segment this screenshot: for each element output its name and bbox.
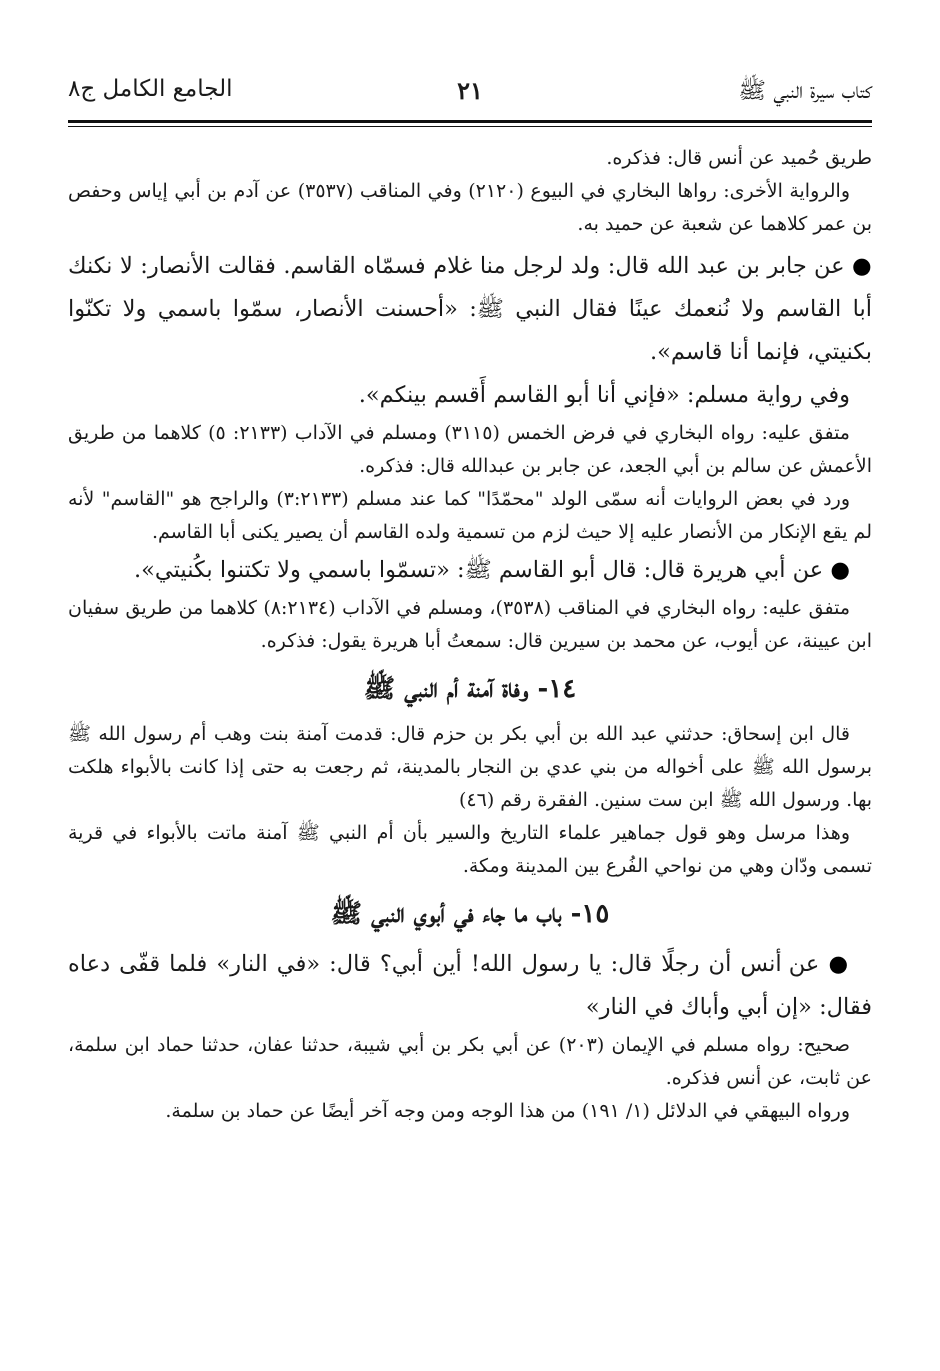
hadith-text bbox=[68, 549, 872, 592]
paragraph: طريق حُميد عن أنس قال: فذكره. bbox=[606, 147, 872, 169]
hadith-body: عن أبي هريرة قال: قال أبو القاسم ﷺ: «تسمّوا باسمي ولا تكتنوا بكُنيتي». bbox=[133, 557, 824, 583]
hadith-variant: وفي رواية مسلم: «فإني أنا أبو القاسم أَقسم بينكم». bbox=[358, 382, 850, 408]
paragraph: والرواية الأخرى: رواها البخاري في البيوع (٢١٢٠) وفي المناقب (٣٥٣٧) عن آدم بن أبي إياس وحفص بن عمر كلاهما عن شعبة عن حميد به. bbox=[68, 180, 872, 235]
bullet-icon: ● bbox=[828, 951, 851, 977]
page-body bbox=[68, 142, 872, 1128]
takhrij-paragraph: صحيح: رواه مسلم في الإيمان (٢٠٣) عن أبي بكر بن أبي شيبة، حدثنا عفان، حدثنا حماد ابن سلمة، عن ثابت، عن أنس فذكره. bbox=[68, 1034, 872, 1089]
paragraph: ورواه البيهقي في الدلائل (١/ ١٩١) من هذا الوجه ومن وجه آخر أيضًا عن حماد بن سلمة. bbox=[165, 1100, 850, 1122]
bullet-icon: ● bbox=[852, 253, 872, 279]
section-heading: ١٤- وفاة آمنة أم النبي ﷺ bbox=[363, 674, 577, 704]
section-heading: ١٥- باب ما جاء في أبوي النبي ﷺ bbox=[330, 899, 610, 929]
page-number: ٢١ bbox=[457, 76, 483, 105]
book-section-title: كتاب سيرة النبي ﷺ bbox=[738, 78, 872, 104]
hadith-text bbox=[68, 245, 872, 374]
commentary-paragraph: وهذا مرسل وهو قول جماهير علماء التاريخ والسير بأن أم النبي ﷺ آمنة ماتت بالأبواء في قرية تسمى ودّان وهي من نواحي الفُرع بين المدينة ومكة. bbox=[68, 822, 872, 877]
paragraph: قال ابن إسحاق: حدثني عبد الله بن أبي بكر بن حزم قال: قدمت آمنة بنت وهب أم رسول الله ﷺ برسول الله ﷺ على أخواله من بني عدي بن النجار بالمدينة، ثم رجعت به حتى إذا كانت بالأبواء هلكت بها. ورسول الله ﷺ ابن ست سنين. الفقرة رقم (٤٦) bbox=[68, 723, 872, 811]
bullet-icon: ● bbox=[830, 557, 850, 583]
book-volume-title: الجامع الكامل ج٨ bbox=[68, 76, 233, 102]
hadith-body: عن جابر بن عبد الله قال: ولد لرجل منا غلام فسمّاه القاسم. فقالت الأنصار: لا نكنك أبا القاسم ولا نُنعمك عينًا فقال النبي ﷺ: «أحسنت الأنصار، سمّوا باسمي ولا تكنّوا بكنيتي، فإنما أنا قاسم». bbox=[68, 253, 872, 365]
header-rule-thin bbox=[68, 126, 872, 127]
takhrij-paragraph: متفق عليه: رواه البخاري في المناقب (٣٥٣٨)، ومسلم في الآداب (٨:٢١٣٤) كلاهما من طريق سفيان ابن عيينة، عن أيوب، عن محمد بن سيرين قال: سمعتُ أبا هريرة يقول: فذكره. bbox=[68, 597, 872, 652]
hadith-text bbox=[68, 943, 872, 1029]
takhrij-paragraph: متفق عليه: رواه البخاري في فرض الخمس (٣١١٥) ومسلم في الآداب (٢١٣٣: ٥) كلاهما من طريق الأعمش عن سالم بن أبي الجعد، عن جابر بن عبدالله قال: فذكره. bbox=[68, 422, 872, 477]
page-header bbox=[68, 70, 872, 120]
commentary-paragraph: ورد في بعض الروايات أنه سمّى الولد "محمّدًا" كما عند مسلم (٣:٢١٣٣) والراجح هو "القاسم" لأنه لم يقع الإنكار من الأنصار عليه إلا حيث لزم من تسمية ولده القاسم أن يصير يكنى أبا القاسم. bbox=[68, 488, 872, 543]
header-rule-thick bbox=[68, 120, 872, 123]
hadith-body: عن أنس أن رجلًا قال: يا رسول الله! أين أبي؟ قال: «في النار» فلما قفّى دعاه فقال: «إن أبي وأباك في النار» bbox=[68, 951, 872, 1020]
